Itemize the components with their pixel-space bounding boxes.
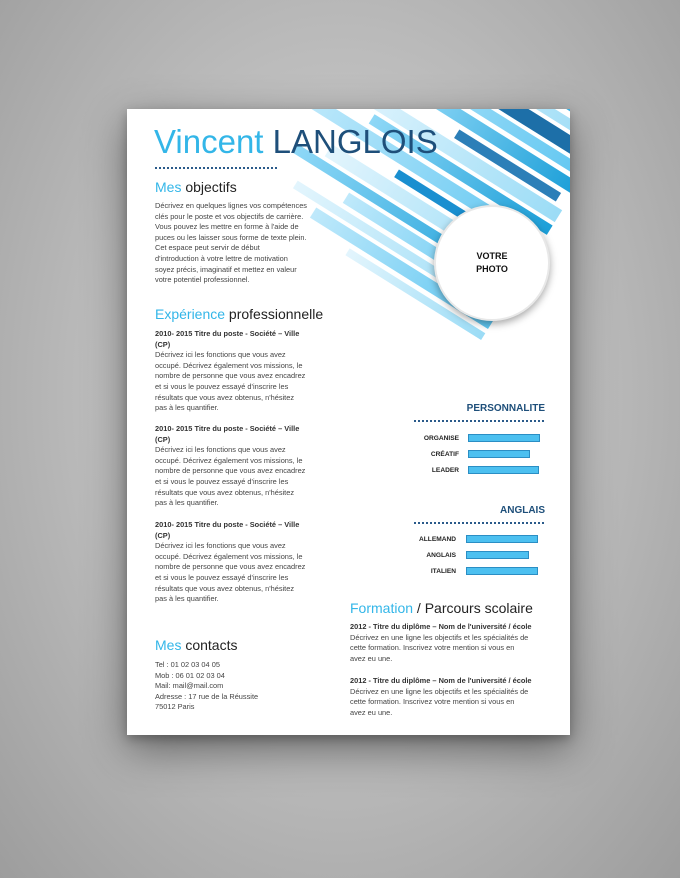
job-line: Décrivez ici les fonctions que vous avez — [155, 350, 286, 360]
photo-placeholder — [434, 205, 550, 321]
objectives-line: clés pour le poste et vos objectifs de carrière. — [155, 211, 304, 221]
skill-level-bar — [468, 450, 530, 458]
photo-label-line2: PHOTO — [476, 264, 508, 274]
photo-label-line1: VOTRE — [476, 251, 508, 261]
skill-level-bar — [466, 551, 529, 559]
name-divider — [155, 167, 277, 169]
job-line: résultats que vous avez obtenus, n'hésitez — [155, 487, 295, 497]
education-item — [350, 676, 550, 718]
objectives-line: Cet espace peut servir de début — [155, 243, 260, 253]
job-line: Décrivez ici les fonctions que vous avez — [155, 445, 286, 455]
skill-label: CRÉATIF — [430, 450, 459, 458]
skill-level-bar — [468, 434, 540, 442]
contacts-heading-text: contacts — [181, 637, 238, 653]
job-line: pas à les quantifier. — [155, 403, 219, 413]
candidate-name — [154, 123, 438, 161]
job-location: (CP) — [155, 339, 171, 349]
job-line: pas à les quantifier. — [155, 594, 219, 604]
objectives-heading-accent: Mes — [155, 179, 182, 195]
objectives-line: soyez précis, imaginatif et mettez en valeur — [155, 264, 297, 274]
job-line: nombre de personne que vous avez encadrez — [155, 562, 306, 572]
contact-address: Adresse : 17 rue de la Réussite — [155, 691, 259, 701]
contact-email: Mail: mail@mail.com — [155, 681, 224, 691]
degree-title: 2012 - Titre du diplôme – Nom de l'université / école — [350, 622, 532, 631]
job-line: résultats que vous avez obtenus, n'hésitez — [155, 392, 295, 402]
job-line: et si vous le pouvez essayé d'inscrire les — [155, 381, 289, 391]
experience-heading — [155, 306, 323, 323]
experience-item — [155, 520, 323, 605]
job-line: occupé. Décrivez également vos missions, le — [155, 455, 303, 465]
degree-line: avez eu une. — [350, 653, 393, 663]
degree-line: cette formation. Inscrivez votre mention si vous en — [350, 643, 515, 653]
experience-heading-accent: Expérience — [155, 306, 226, 322]
skill-label: ALLEMAND — [419, 535, 456, 543]
degree-line: cette formation. Inscrivez votre mention si vous en — [350, 697, 515, 707]
degree-line: Décrivez en une ligne les objectifs et les spécialités de — [350, 686, 529, 696]
skill-level-bar — [466, 567, 538, 575]
job-line: et si vous le pouvez essayé d'inscrire les — [155, 572, 289, 582]
objectives-line: Décrivez en quelques lignes vos compétences — [155, 201, 308, 210]
contact-phone: Tel : 01 02 03 04 05 — [155, 660, 220, 669]
skill-label: ORGANISE — [423, 434, 459, 442]
degree-title: 2012 - Titre du diplôme – Nom de l'université / école — [350, 676, 532, 685]
job-line: pas à les quantifier. — [155, 498, 219, 508]
objectives-line: d'introduction à votre lettre de motivation — [155, 253, 288, 263]
skill-level-bar — [468, 466, 539, 474]
objectives-line: votre potentiel professionnel. — [155, 275, 250, 285]
degree-line: Décrivez en une ligne les objectifs et les spécialités de — [350, 632, 529, 642]
contact-city: 75012 Paris — [155, 702, 195, 712]
languages-heading: ANGLAIS — [500, 505, 545, 516]
personality-heading: PERSONNALITE — [466, 403, 545, 414]
skill-level-bar — [466, 535, 538, 543]
degree-line: avez eu une. — [350, 707, 393, 717]
objectives-text — [155, 201, 330, 286]
experience-item — [155, 329, 323, 414]
first-name: Vincent — [154, 123, 264, 160]
job-title: 2010- 2015 Titre du poste - Société – Ville — [155, 329, 300, 338]
experience-heading-text: professionnelle — [225, 306, 324, 322]
last-name: LANGLOIS — [272, 123, 438, 160]
job-line: occupé. Décrivez également vos missions, le — [155, 360, 303, 370]
job-title: 2010- 2015 Titre du poste - Société – Ville — [155, 424, 300, 433]
objectives-line: puces ou les laisser sous forme de texte plein. — [155, 232, 307, 242]
objectives-line: Vous pouvez les mettre en forme à l'aide de — [155, 222, 299, 232]
education-item — [350, 622, 550, 664]
languages-divider — [414, 522, 544, 524]
job-location: (CP) — [155, 530, 171, 540]
job-line: nombre de personne que vous avez encadrez — [155, 466, 306, 476]
job-line: nombre de personne que vous avez encadrez — [155, 371, 306, 381]
job-location: (CP) — [155, 434, 171, 444]
job-line: et si vous le pouvez essayé d'inscrire les — [155, 476, 289, 486]
job-line: résultats que vous avez obtenus, n'hésitez — [155, 583, 295, 593]
job-title: 2010- 2015 Titre du poste - Société – Ville — [155, 520, 300, 529]
objectives-heading-text: objectifs — [181, 179, 237, 195]
skill-label: ANGLAIS — [426, 551, 456, 559]
skill-label: ITALIEN — [430, 567, 456, 575]
education-heading-text: / Parcours scolaire — [413, 600, 533, 616]
job-line: occupé. Décrivez également vos missions, le — [155, 551, 303, 561]
contacts-heading-accent: Mes — [155, 637, 182, 653]
personality-divider — [414, 420, 544, 422]
contact-details — [155, 660, 258, 713]
contact-mobile: Mob : 06 01 02 03 04 — [155, 670, 225, 680]
objectives-heading — [155, 179, 237, 196]
experience-item — [155, 424, 323, 509]
resume-page — [127, 109, 570, 735]
contacts-heading — [155, 637, 237, 654]
education-heading-accent: Formation — [350, 600, 414, 616]
job-line: Décrivez ici les fonctions que vous avez — [155, 541, 286, 551]
education-heading — [350, 600, 533, 617]
skill-label: LEADER — [431, 466, 459, 474]
